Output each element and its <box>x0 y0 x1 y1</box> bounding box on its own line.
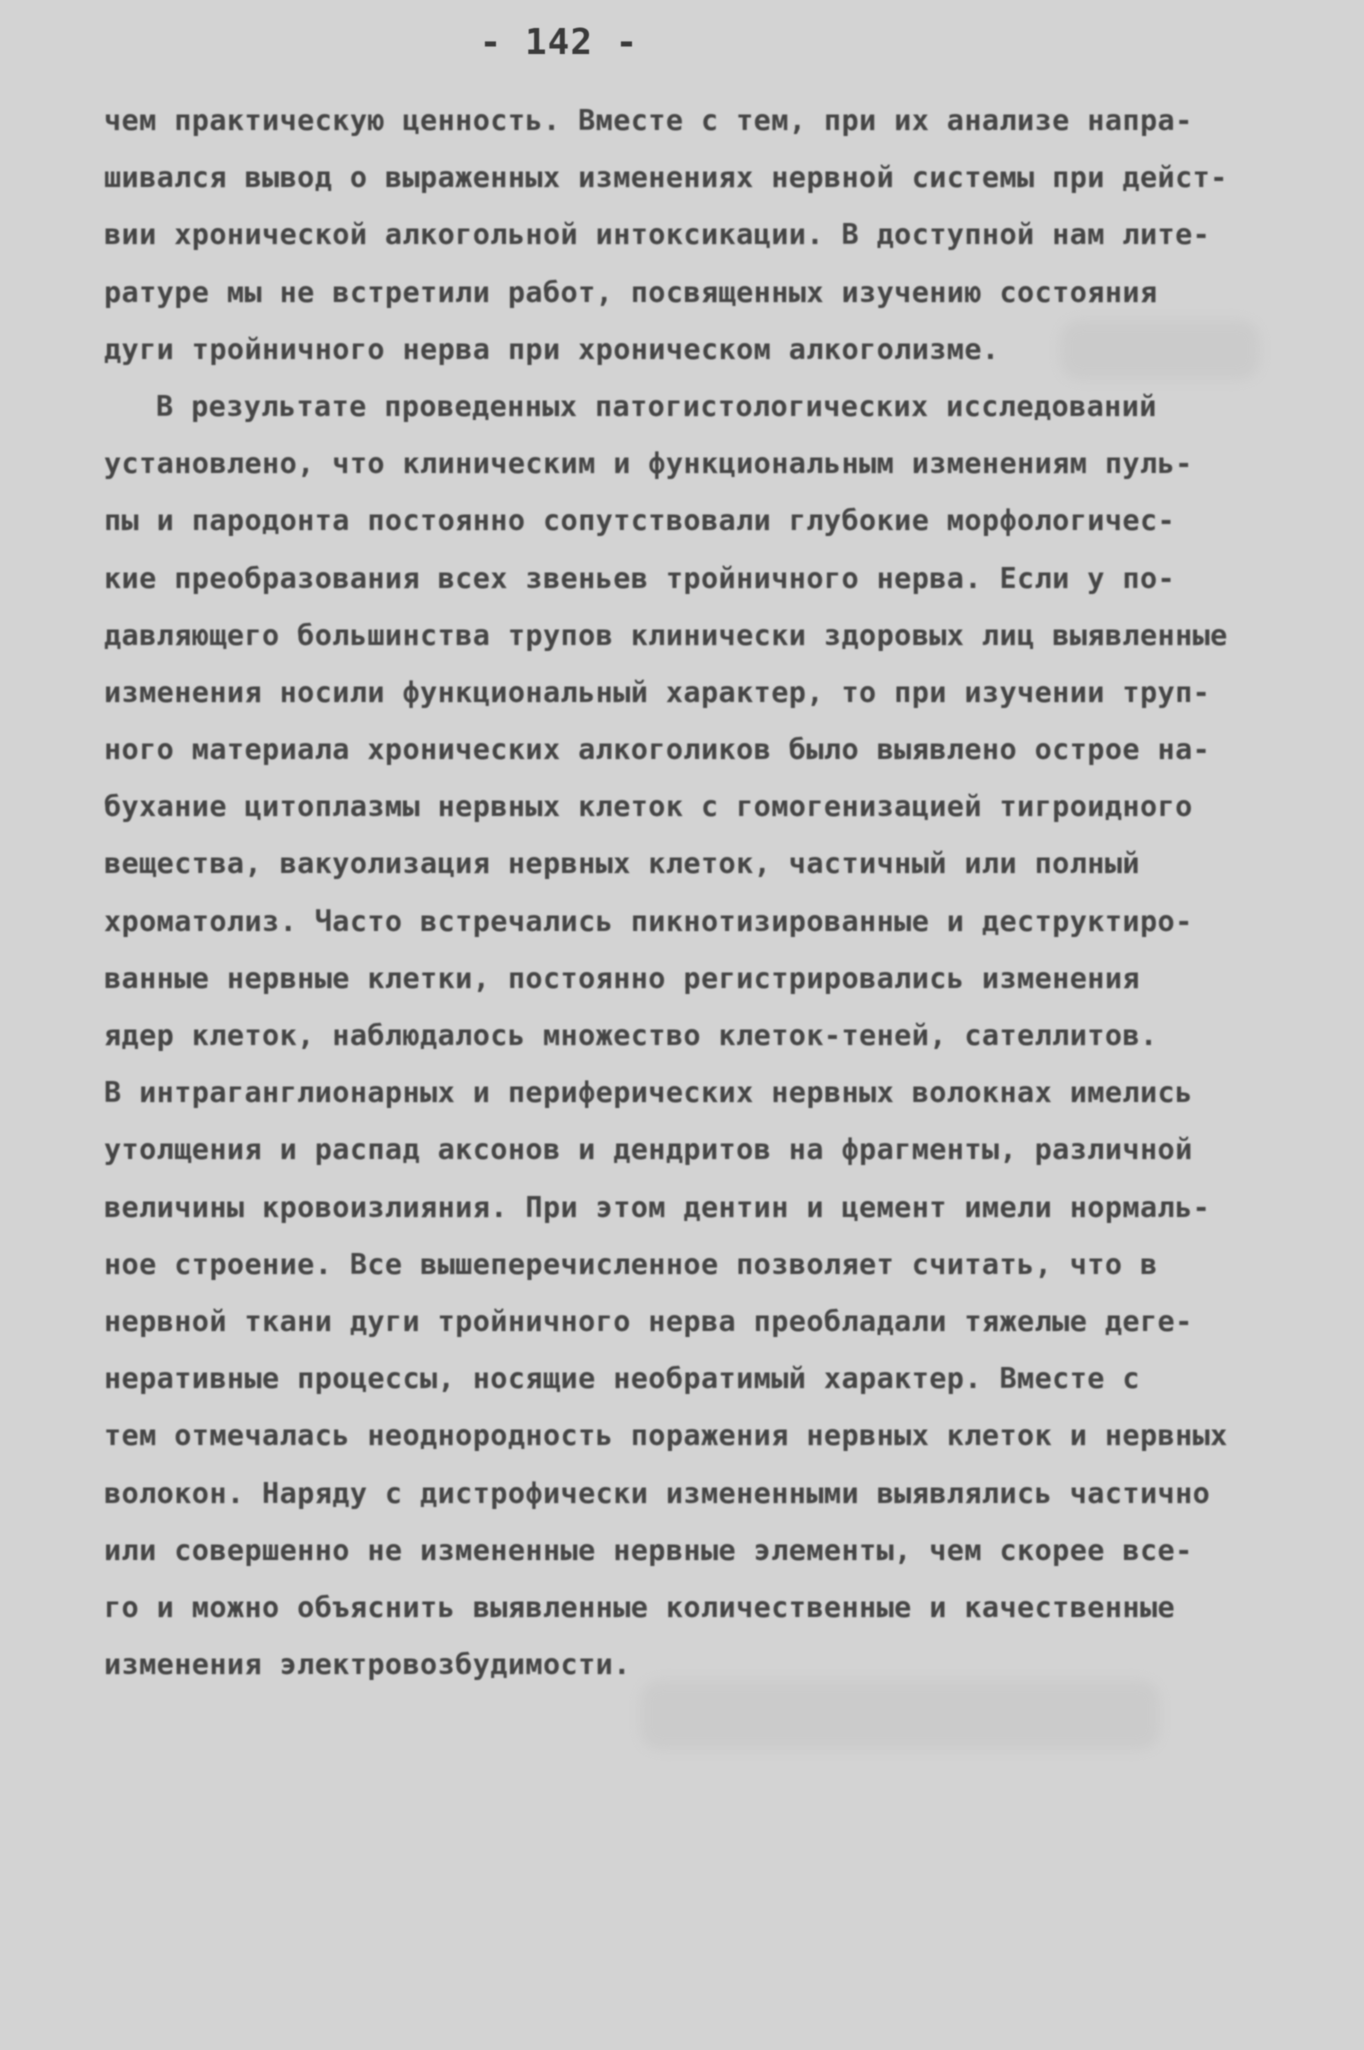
body-text <box>104 92 1274 1693</box>
text-line: ного материала хронических алкоголиков было выявлено острое на- <box>104 733 1211 767</box>
text-line: неративные процессы, носящие необратимый характер. Вместе с <box>104 1362 1140 1396</box>
text-line: установлено, что клиническим и функциональным изменениям пуль- <box>104 447 1193 481</box>
text-line: волокон. Наряду с дистрофически измененными выявлялись частично <box>104 1476 1211 1510</box>
text-line: кие преобразования всех звеньев тройничного нерва. Если у по- <box>104 561 1176 595</box>
text-line: изменения электровозбудимости. <box>104 1648 631 1682</box>
text-line: В интраганглионарных и периферических нервных волокнах имелись <box>104 1076 1193 1110</box>
text-line: бухание цитоплазмы нервных клеток с гомогенизацией тигроидного <box>104 790 1193 824</box>
text-line: чем практическую ценность. Вместе с тем, при их анализе напра- <box>104 104 1193 137</box>
text-line: величины кровоизлияния. При этом дентин и цемент имели нормаль- <box>104 1190 1211 1224</box>
text-line: вещества, вакуолизация нервных клеток, частичный или полный <box>104 847 1140 881</box>
text-line: го и можно объяснить выявленные количественные и качественные <box>104 1590 1176 1624</box>
text-line: ядер клеток, наблюдалось множество клеток-теней, сателлитов. <box>104 1019 1158 1052</box>
text-line: ное строение. Все вышеперечисленное позволяет считать, что в <box>104 1247 1158 1281</box>
text-line: дуги тройничного нерва при хроническом алкоголизме. <box>104 332 1000 366</box>
text-line: пы и пародонта постоянно сопутствовали глубокие морфологичес- <box>104 504 1176 538</box>
text-line: ратуре мы не встретили работ, посвященных изучению состояния <box>104 275 1158 309</box>
text-line: вии хронической алкогольной интоксикации. В доступной нам лите- <box>104 218 1211 252</box>
text-line: ванные нервные клетки, постоянно регистрировались изменения <box>104 961 1140 995</box>
text-line: хроматолиз. Часто встречались пикнотизированные и деструктиро- <box>104 904 1193 938</box>
text-line: или совершенно не измененные нервные элементы, чем скорее все- <box>104 1533 1193 1567</box>
text-line: изменения носили функциональный характер, то при изучении труп- <box>104 675 1211 709</box>
text-line: давляющего большинства трупов клинически здоровых лиц выявленные <box>104 618 1228 652</box>
text-line: тем отмечалась неоднородность поражения нервных клеток и нервных <box>104 1419 1228 1453</box>
page-number: - 142 - <box>479 22 639 63</box>
text-line: нервной ткани дуги тройничного нерва преобладали тяжелые деге- <box>104 1304 1193 1338</box>
text-line: утолщения и распад аксонов и дендритов на фрагменты, различной <box>104 1133 1193 1167</box>
text-line: шивался вывод о выраженных изменениях нервной системы при дейст- <box>104 161 1228 195</box>
text-line: В результате проведенных патогистологических исследований <box>156 389 1157 423</box>
